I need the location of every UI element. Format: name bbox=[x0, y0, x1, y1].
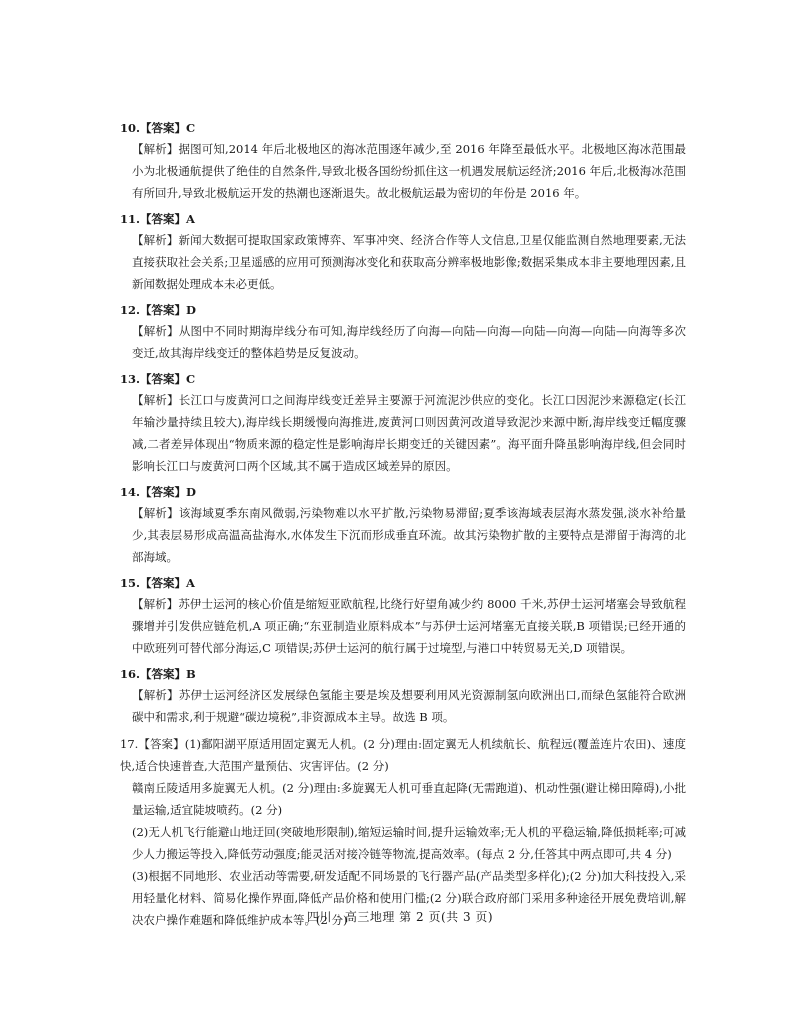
page-footer: 四川 · 高三地理 第 2 页(共 3 页) bbox=[306, 910, 494, 924]
answer-label: 15.【答案】A bbox=[120, 576, 195, 590]
answer-label: 12.【答案】D bbox=[120, 303, 196, 317]
question-12 bbox=[120, 300, 686, 364]
question-16 bbox=[120, 664, 686, 728]
question-15 bbox=[120, 573, 686, 659]
explanation-text: 【解析】苏伊士运河经济区发展绿色氢能主要是埃及想要利用风光资源制氢向欧洲出口,而绿色氢能符合欧洲碳中和需求,利于规避“碳边境税”,非资源成本主导。故选 B 项。 bbox=[132, 688, 686, 724]
explanation-text: 【解析】新闻大数据可提取国家政策博弈、军事冲突、经济合作等人文信息,卫星仅能监测自然地理要素,无法直接获取社会关系;卫星遥感的应用可预测海冰变化和获取高分辨率极地影像;数据采集成本非主要地理因素,且新闻数据处理成本未必更低。 bbox=[132, 233, 686, 291]
explanation-text: 【解析】从图中不同时期海岸线分布可知,海岸线经历了向海—向陆—向海—向陆—向海—向陆—向海等多次变迁,故其海岸线变迁的整体趋势是反复波动。 bbox=[132, 324, 686, 360]
question-10 bbox=[120, 118, 686, 204]
explanation-text: 【解析】苏伊士运河的核心价值是缩短亚欧航程,比绕行好望角减少约 8000 千米,苏伊士运河堵塞会导致航程骤增并引发供应链危机,A 项正确;“东亚制造业原料成本”与苏伊士运河堵塞无直接关联,B 项错误;已经开通的中欧班列可替代部分海运,C 项错误;苏伊士运河的航行属于过境型,与港口中转贸易无关,D 项错误。 bbox=[132, 597, 686, 655]
explanation-text: 【解析】该海域夏季东南风微弱,污染物难以水平扩散,污染物易滞留;夏季该海域表层海水蒸发强,淡水补给量少,其表层易形成高温高盐海水,水体发生下沉而形成垂直环流。故其污染物扩散的主要特点是滞留于海湾的北部海域。 bbox=[132, 506, 686, 564]
explanation-text: 【解析】长江口与废黄河口之间海岸线变迁差异主要源于河流泥沙供应的变化。长江口因泥沙来源稳定(长江年输沙量持续且较大),海岸线长期缓慢向海推进,废黄河口则因黄河改道导致泥沙来源中断,海岸线变迁幅度骤减,二者差异体现出“物质来源的稳定性是影响海岸长期变迁的关键因素”。海平面升降虽影响海岸线,但会同时影响长江口与废黄河口两个区域,其不属于造成区域差异的原因。 bbox=[132, 393, 686, 473]
answer-label: 11.【答案】A bbox=[120, 212, 195, 226]
answer-content bbox=[120, 118, 686, 936]
question-17 bbox=[120, 733, 686, 931]
explanation-text: 【解析】据图可知,2014 年后北极地区的海冰范围逐年减少,至 2016 年降至最低水平。北极地区海冰范围最小为北极通航提供了绝佳的自然条件,导致北极各国纷纷抓住这一机遇发展航运经济;2016 年后,北极海冰范围有所回升,导致北极航运开发的热潮也逐渐退失。故北极航运最为密切的年份是 2016 年。 bbox=[132, 142, 686, 200]
q17-part3: (3)根据不同地形、农业活动等需要,研发适配不同场景的飞行器产品(产品类型多样化);(2 分)加大科技投入,采用轻量化材料、简易化操作界面,降低产品价格和使用门槛;(2 分)联合政府部门采用多种途径开展免费培训,解决农户操作难题和降低维护成本等。(2 分) bbox=[132, 869, 686, 927]
question-14 bbox=[120, 482, 686, 568]
q17-part1: 17.【答案】(1)鄱阳湖平原适用固定翼无人机。(2 分)理由:固定翼无人机续航长、航程远(覆盖连片农田)、速度快,适合快速普查,大范围产量预估、灾害评估。(2 分) bbox=[120, 737, 686, 773]
question-11 bbox=[120, 209, 686, 295]
answer-label: 16.【答案】B bbox=[120, 667, 196, 681]
q17-part1-b: 赣南丘陵适用多旋翼无人机。(2 分)理由:多旋翼无人机可垂直起降(无需跑道)、机动性强(避让梯田障碍),小批量运输,适宜陡坡喷药。(2 分) bbox=[132, 781, 686, 817]
answer-label: 14.【答案】D bbox=[120, 485, 196, 499]
question-13 bbox=[120, 369, 686, 477]
answer-label: 10.【答案】C bbox=[120, 121, 196, 135]
q17-part2: (2)无人机飞行能避山地迂回(突破地形限制),缩短运输时间,提升运输效率;无人机的平稳运输,降低损耗率;可减少人力搬运等投入,降低劳动强度;能灵活对接冷链等物流,提高效率。(每点 2 分,任答其中两点即可,共 4 分) bbox=[132, 825, 686, 861]
answer-label: 13.【答案】C bbox=[120, 372, 196, 386]
